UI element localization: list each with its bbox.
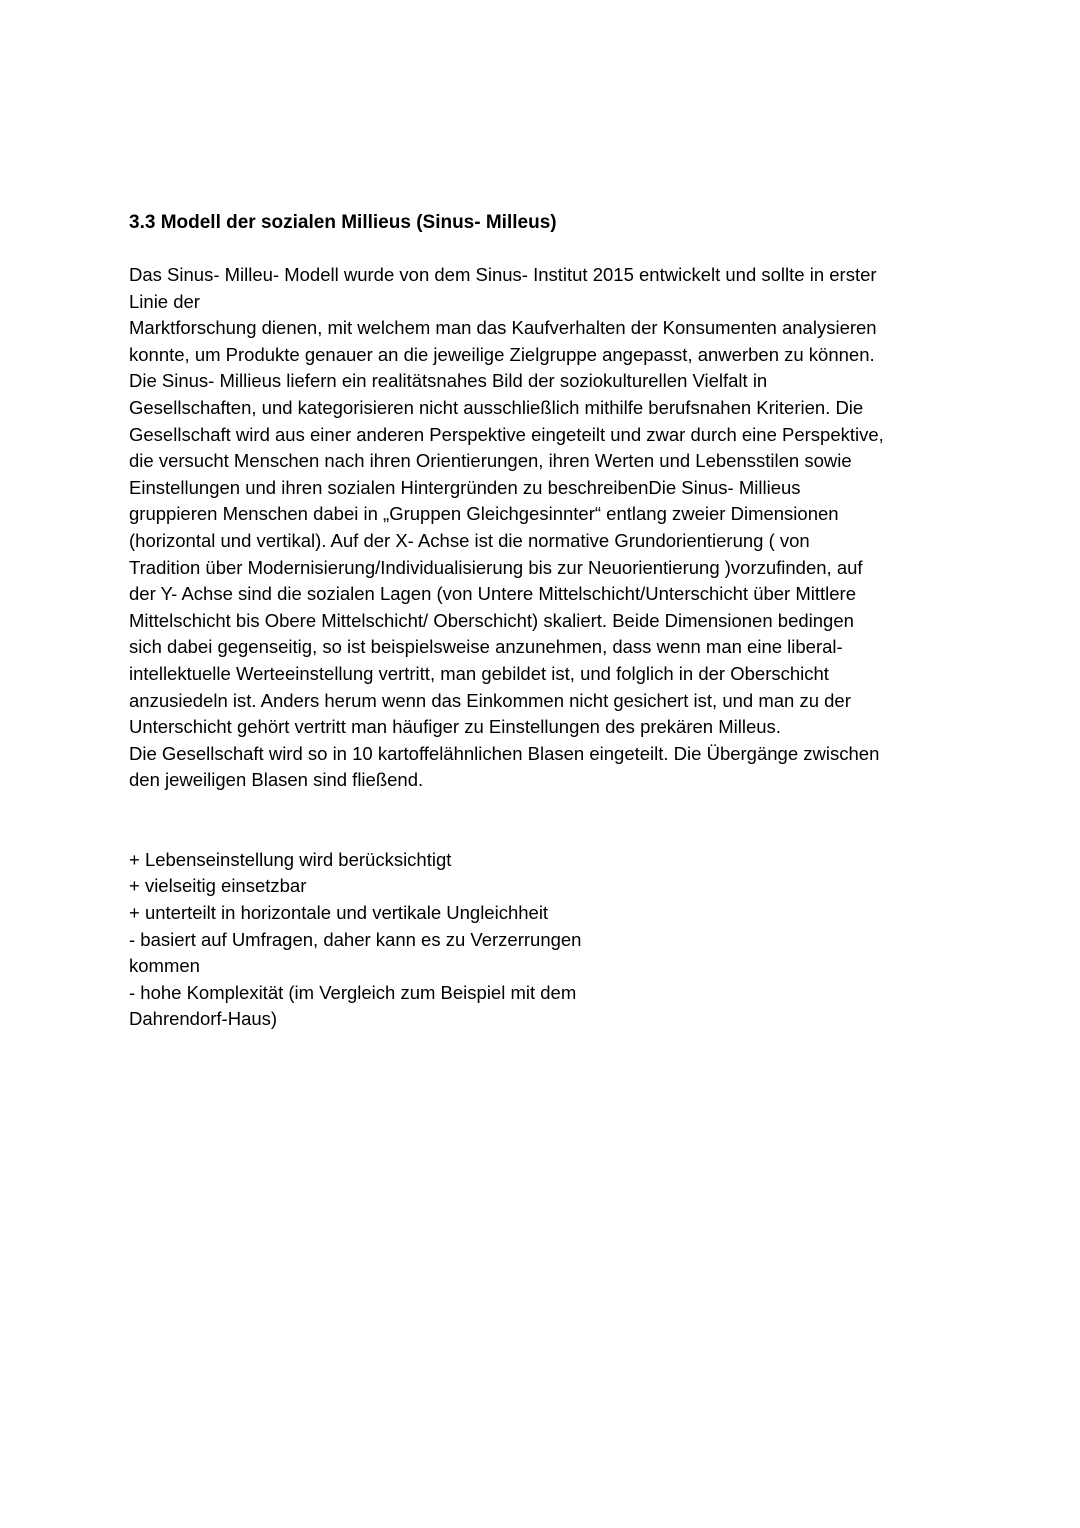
body-line: konnte, um Produkte genauer an die jeweilige Zielgruppe angepasst, anwerben zu können.: [129, 343, 875, 365]
body-line: Das Sinus- Milleu- Modell wurde von dem Sinus- Institut 2015 entwickelt und sollte in erster: [129, 264, 877, 285]
list-item: Dahrendorf-Haus): [129, 1008, 278, 1030]
body-line: intellektuelle Werteeinstellung vertritt, man gebildet ist, und folglich in der Oberschicht: [129, 662, 829, 684]
body-line: Die Gesellschaft wird so in 10 kartoffelähnlichen Blasen eingeteilt. Die Übergänge zwischen: [129, 742, 880, 764]
section-heading: 3.3 Modell der sozialen Millieus (Sinus- Milleus): [129, 212, 557, 233]
body-line: den jeweiligen Blasen sind fließend.: [129, 769, 424, 791]
body-line: Linie der: [129, 290, 200, 312]
list-item: + vielseitig einsetzbar: [129, 875, 307, 897]
body-line: Einstellungen und ihren sozialen Hintergründen zu beschreibenDie Sinus- Millieus: [129, 476, 801, 498]
body-line: Tradition über Modernisierung/Individualisierung bis zur Neuorientierung )vorzufinden, auf: [129, 556, 863, 578]
body-line: gruppieren Menschen dabei in „Gruppen Gleichgesinnter“ entlang zweier Dimensionen: [129, 503, 839, 525]
list-item: - basiert auf Umfragen, daher kann es zu Verzerrungen: [129, 928, 582, 950]
body-line: (horizontal und vertikal). Auf der X- Achse ist die normative Grundorientierung ( von: [129, 529, 810, 551]
body-line: Gesellschaft wird aus einer anderen Perspektive eingeteilt und zwar durch eine Perspektive,: [129, 423, 884, 445]
body-line: Mittelschicht bis Obere Mittelschicht/ Oberschicht) skaliert. Beide Dimensionen bedingen: [129, 609, 854, 631]
body-line: anzusiedeln ist. Anders herum wenn das Einkommen nicht gesichert ist, und man zu der: [129, 689, 851, 711]
body-line: Unterschicht gehört vertritt man häufiger zu Einstellungen des prekären Milleus.: [129, 716, 781, 738]
list-item: kommen: [129, 955, 200, 977]
body-line: Gesellschaften, und kategorisieren nicht ausschließlich mithilfe berufsnahen Kriterien. Die: [129, 396, 864, 418]
body-paragraph: [129, 262, 959, 794]
list-item: - hohe Komplexität (im Vergleich zum Beispiel mit dem: [129, 981, 577, 1003]
document-content: [129, 210, 959, 1033]
body-line: der Y- Achse sind die sozialen Lagen (von Untere Mittelschicht/Unterschicht über Mittlere: [129, 583, 857, 605]
body-line: sich dabei gegenseitig, so ist beispielsweise anzunehmen, dass wenn man eine liberal-: [129, 636, 843, 658]
body-line: Die Sinus- Millieus liefern ein realitätsnahes Bild der soziokulturellen Vielfalt in: [129, 370, 768, 392]
body-line: die versucht Menschen nach ihren Orientierungen, ihren Werten und Lebensstilen sowie: [129, 450, 852, 472]
body-line: Marktforschung dienen, mit welchem man das Kaufverhalten der Konsumenten analysieren: [129, 317, 877, 339]
list-item: + unterteilt in horizontale und vertikale Ungleichheit: [129, 902, 549, 924]
pros-cons-list: [129, 847, 959, 1033]
list-item: + Lebenseinstellung wird berücksichtigt: [129, 848, 452, 870]
